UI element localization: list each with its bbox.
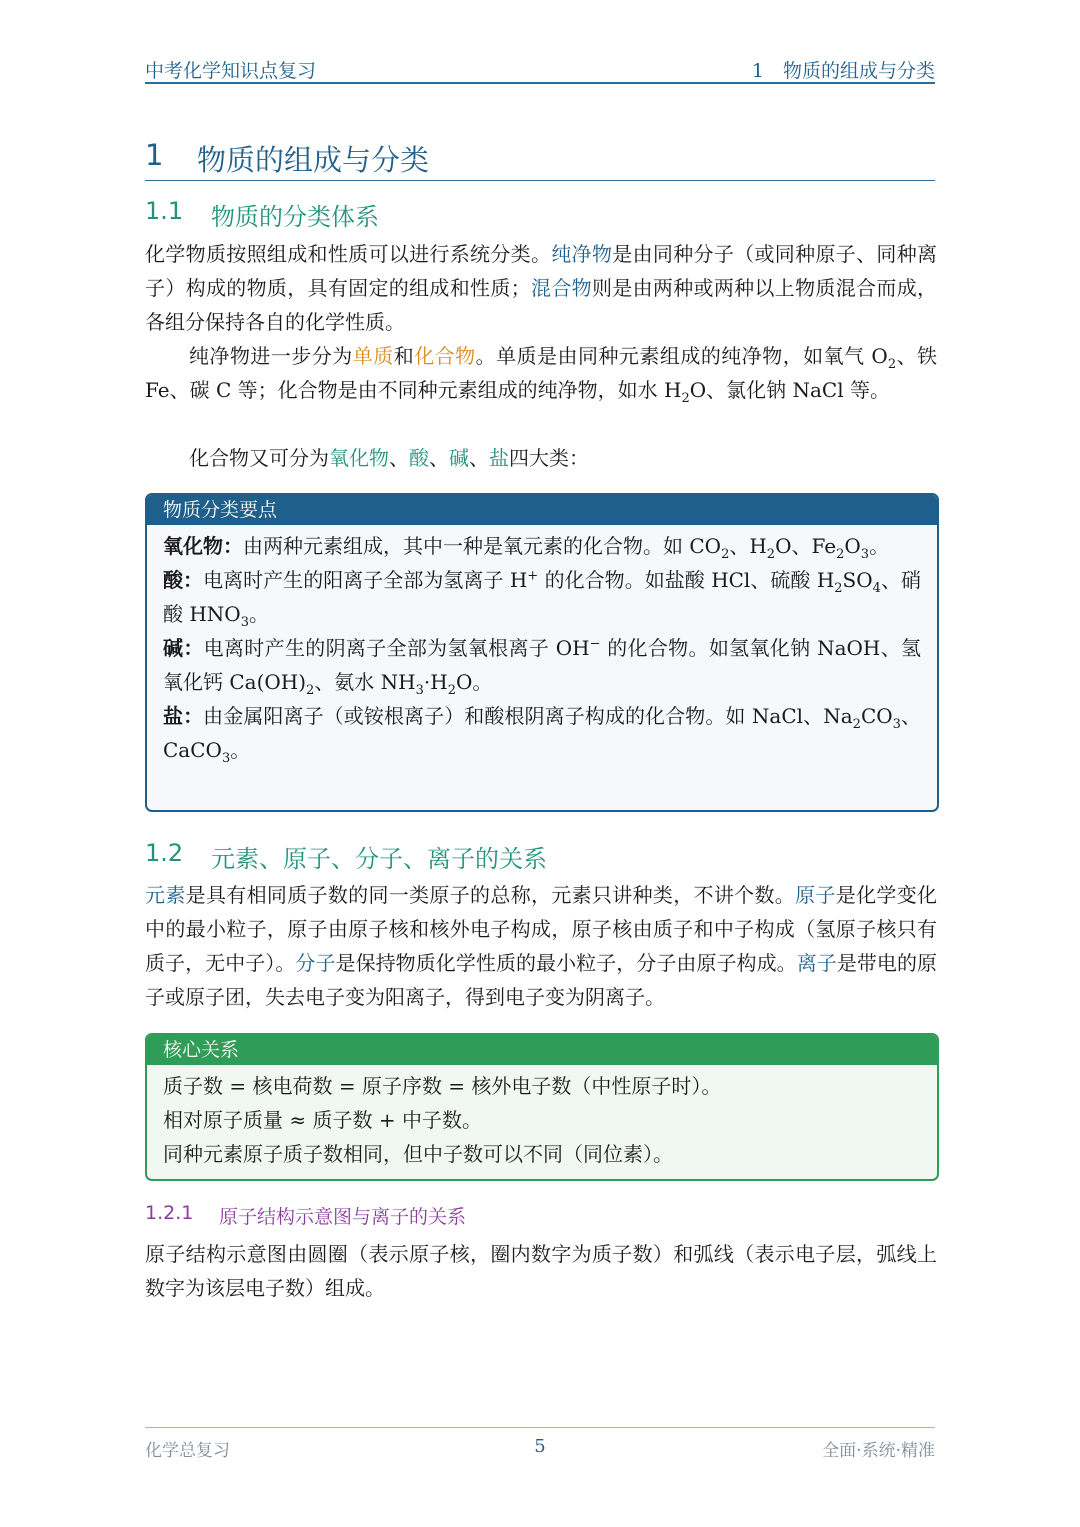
text: O。	[456, 670, 493, 694]
paragraph-atomic-structure-diagram: 原子结构示意图由圆圈（表示原子核，圈内数字为质子数）和弧线（表示电子层，弧线上数字为该层电子数）组成。	[145, 1242, 937, 1300]
section-title: 物质的组成与分类	[197, 143, 430, 177]
core-relations-box	[145, 1033, 939, 1181]
superscript: −	[589, 636, 601, 652]
box-title: 物质分类要点	[147, 495, 937, 525]
subscript: 3	[221, 751, 231, 766]
text: 、氨水 NH	[314, 670, 416, 694]
term-salt: 盐	[489, 446, 509, 470]
subsubsection-title: 原子结构示意图与离子的关系	[219, 1206, 467, 1228]
header-book-title: 中考化学知识点复习	[145, 60, 317, 82]
text: 。	[248, 602, 269, 626]
subscript: 2	[681, 391, 690, 406]
subscript: 2	[306, 683, 315, 698]
text: SO	[842, 568, 873, 592]
term-oxide: 氧化物	[329, 446, 389, 470]
subscript: 2	[852, 717, 861, 732]
base-definition	[163, 631, 921, 699]
subscript: 2	[836, 547, 845, 562]
text: 的化合物。如氢氧化钠 NaOH、氢氧化钙 Ca(OH)	[163, 636, 922, 694]
text: 电离时产生的阳离子全部为氢离子 H	[203, 568, 528, 592]
text: 化学物质按照组成和性质可以进行系统分类。	[145, 242, 552, 266]
text: 化合物又可分为	[189, 446, 329, 470]
salt-definition	[163, 699, 921, 767]
subsubsection-number: 1.2.1	[145, 1202, 194, 1224]
text: 是化学变化中的最小粒子，原子由原子核和核外电子构成，原子核由质子和中子构成（氢原子核只有质子，无中子）。	[145, 883, 938, 975]
term-label: 盐：	[163, 704, 204, 728]
text: 电离时产生的阴离子全部为氢氧根离子 OH	[203, 636, 590, 660]
term-label: 酸：	[163, 568, 204, 592]
oxide-definition	[163, 529, 921, 563]
term-label: 碱：	[163, 636, 204, 660]
footer-book-name: 化学总复习	[145, 1441, 230, 1461]
box-title: 核心关系	[147, 1035, 937, 1065]
subscript: 2	[834, 581, 843, 596]
key-points-box	[145, 493, 939, 812]
subsection-number: 1.2	[145, 839, 184, 867]
subscript: 3	[860, 547, 870, 562]
term-compound: 化合物	[414, 344, 476, 368]
text: 、硝酸 HNO	[163, 568, 921, 626]
paragraph-particles	[145, 878, 937, 1014]
text: 四大类：	[509, 446, 589, 470]
box-body	[147, 1065, 937, 1177]
text: O、Fe	[775, 534, 837, 558]
text: 由两种元素组成，其中一种是氧元素的化合物。如 CO	[243, 534, 722, 558]
text: 、	[429, 446, 449, 470]
subscript: 4	[872, 581, 881, 596]
text: 、	[469, 446, 489, 470]
text: O	[844, 534, 861, 558]
page-footer	[145, 1427, 935, 1468]
relation-line: 相对原子质量 ≈ 质子数 + 中子数。	[163, 1108, 482, 1132]
section-heading	[145, 130, 935, 181]
text: O、氯化钠 NaCl 等。	[689, 378, 890, 402]
box-body	[147, 525, 937, 773]
term-atom: 原子	[795, 883, 836, 907]
subsection-number: 1.1	[145, 197, 184, 225]
term-element-substance: 单质	[352, 344, 394, 368]
subscript: 2	[447, 683, 456, 698]
footer-motto: 全面·系统·精准	[822, 1441, 935, 1461]
subscript: 3	[892, 717, 901, 732]
text: 、铁 Fe、碳 C 等；化合物是由不同种元素组成的纯净物，如水 H	[145, 344, 938, 402]
relation-line: 质子数 = 核电荷数 = 原子序数 = 核外电子数（中性原子时）。	[163, 1074, 722, 1098]
subscript: 2	[766, 547, 776, 562]
text: ·H	[423, 670, 448, 694]
header-chapter-title: 1 物质的组成与分类	[751, 60, 935, 82]
paragraph-elements-compounds	[145, 339, 937, 407]
page-number: 5	[534, 1436, 546, 1457]
text: 由金属阳离子（或铵根离子）和酸根阴离子构成的化合物。如 NaCl、Na	[203, 704, 853, 728]
term-mixture: 混合物	[530, 276, 592, 300]
text: 、	[389, 446, 409, 470]
paragraph-classification-intro	[145, 237, 937, 339]
term-element: 元素	[145, 883, 186, 907]
text: 。	[230, 738, 251, 762]
text: 是带电的原子或原子团，失去电子变为阳离子，得到电子变为阴离子。	[145, 951, 938, 1009]
text: 的化合物。如盐酸 HCl、硫酸 H	[538, 568, 835, 592]
term-pure-substance: 纯净物	[551, 242, 613, 266]
subscript: 2	[721, 547, 730, 562]
text: 则是由两种或两种以上物质混合而成，各组分保持各自的化学性质。	[145, 276, 938, 334]
term-molecule: 分子	[295, 951, 336, 975]
text: 纯净物进一步分为	[189, 344, 353, 368]
paragraph-compound-types	[145, 441, 937, 475]
text: 、CaCO	[163, 704, 922, 762]
acid-definition	[163, 563, 921, 631]
section-number: 1	[145, 138, 164, 172]
text: CO	[860, 704, 893, 728]
term-label: 氧化物：	[163, 534, 243, 558]
subscript: 3	[415, 683, 424, 698]
relation-line: 同种元素原子质子数相同，但中子数可以不同（同位素）。	[163, 1142, 673, 1166]
term-base: 碱	[449, 446, 469, 470]
running-header	[145, 52, 935, 84]
subscript: 2	[887, 357, 897, 372]
text: 和	[393, 344, 415, 368]
text: 、H	[729, 534, 767, 558]
term-acid: 酸	[409, 446, 429, 470]
subsection-title: 元素、原子、分子、离子的关系	[211, 845, 547, 873]
superscript: +	[527, 568, 539, 584]
text: 。	[869, 534, 890, 558]
text: 是具有相同质子数的同一类原子的总称，元素只讲种类，不讲个数。	[185, 883, 796, 907]
text: 。单质是由同种元素组成的纯净物，如氧气 O	[475, 344, 888, 368]
text: 是保持物质化学性质的最小粒子，分子由原子构成。	[335, 951, 797, 975]
subscript: 3	[240, 615, 249, 630]
subsection-title: 物质的分类体系	[211, 203, 379, 231]
term-ion: 离子	[796, 951, 837, 975]
text: 是由同种分子（或同种原子、同种离子）构成的物质，具有固定的组成和性质；	[145, 242, 938, 300]
